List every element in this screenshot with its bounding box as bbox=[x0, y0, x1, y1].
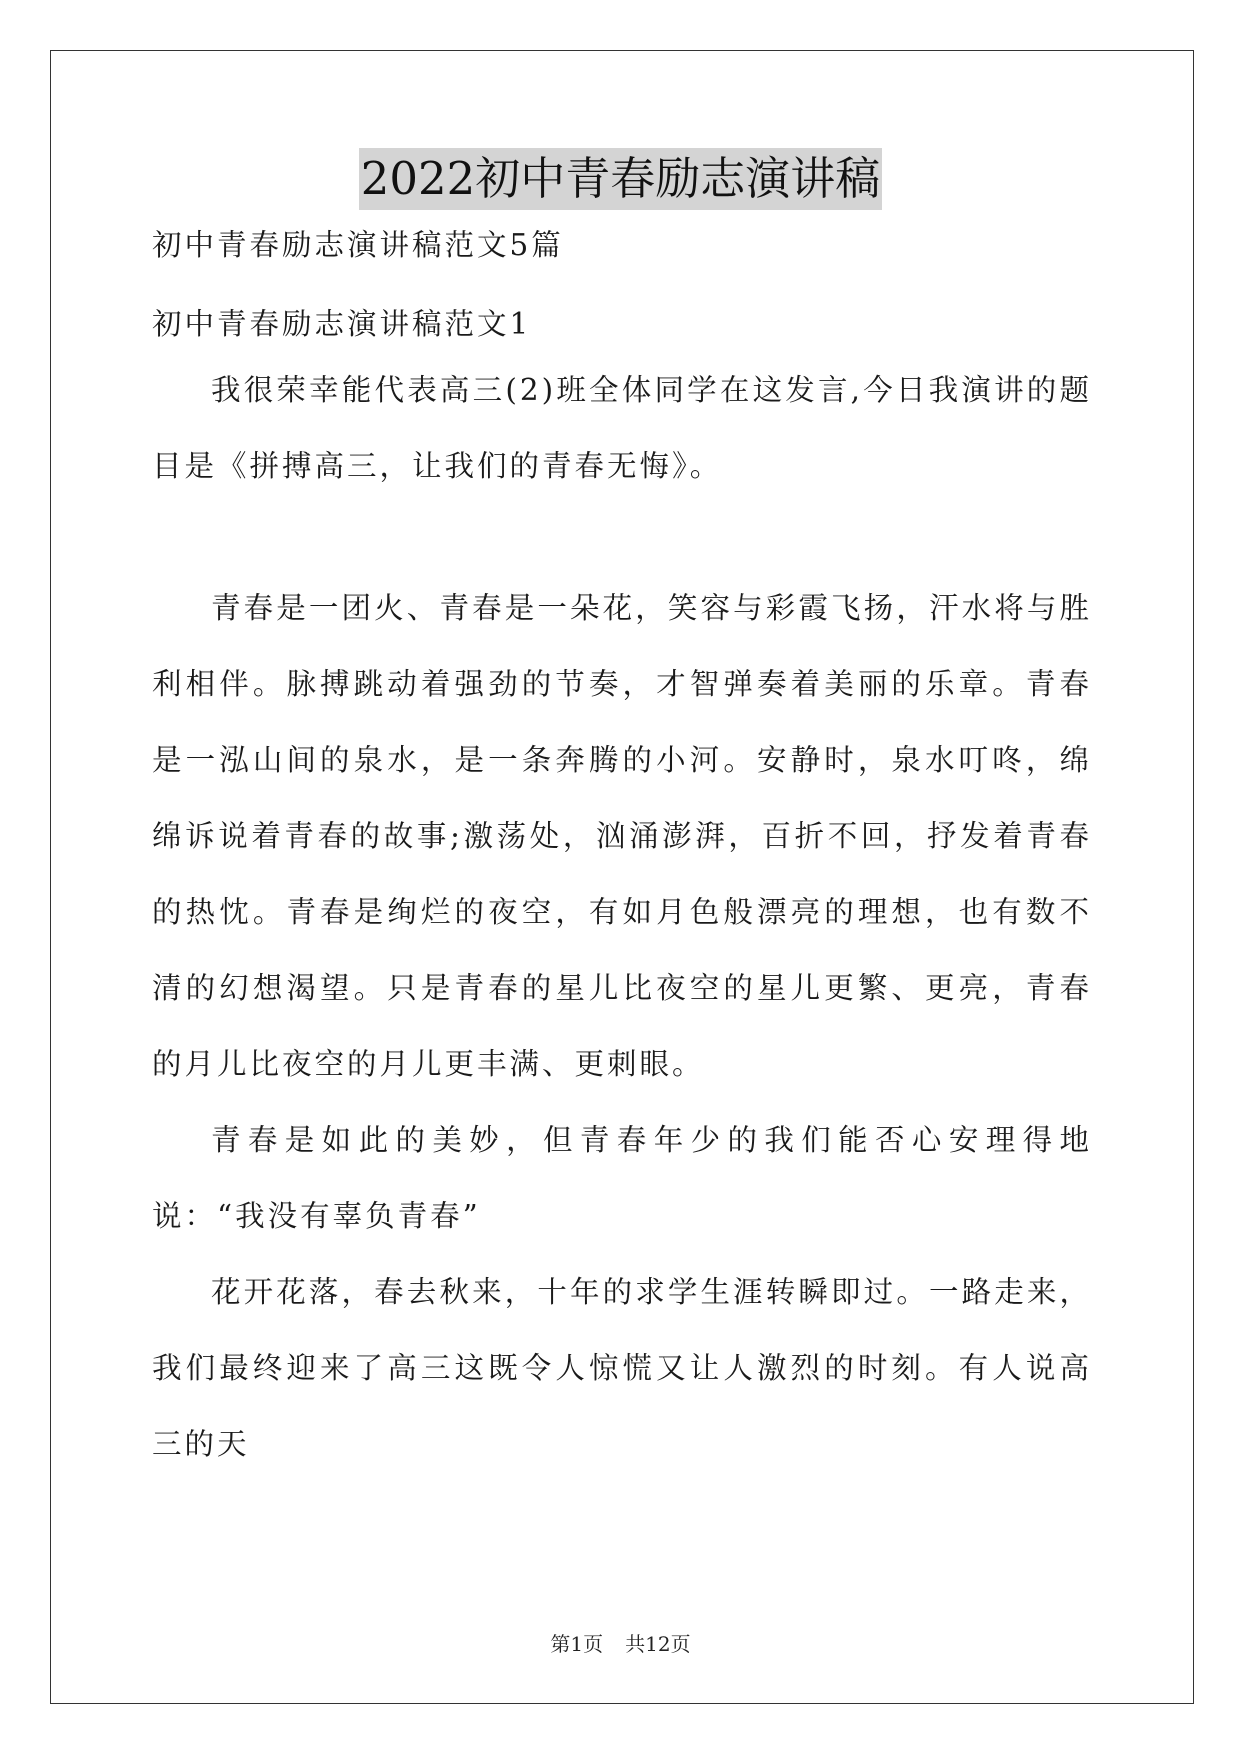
paragraph-youth-question: 青春是如此的美妙，但青春年少的我们能否心安理得地说：“我没有辜负青春” bbox=[152, 1123, 1092, 1233]
paragraph-youth-description: 青春是一团火、青春是一朵花，笑容与彩霞飞扬，汗水将与胜利相伴。脉搏跳动着强劲的节奏，才智弹奏着美丽的乐章。青春是一泓山间的泉水，是一条奔腾的小河。安静时，泉水叮咚，绵绵诉说着青春的故事;激荡处，汹涌澎湃，百折不回，抒发着青春的热忱。青春是绚烂的夜空，有如月色般漂亮的理想，也有数不清的幻想渴望。只是青春的星儿比夜空的星儿更繁、更亮，青春的月儿比夜空的月儿更丰满、更刺眼。 bbox=[152, 591, 1092, 1081]
title-container bbox=[0, 148, 1241, 210]
document-body bbox=[152, 230, 1092, 1482]
document-subtitle: 初中青春励志演讲稿范文5篇 bbox=[152, 228, 564, 262]
page-number: 第1页 bbox=[550, 1632, 604, 1656]
document-title: 2022初中青春励志演讲稿 bbox=[359, 148, 883, 210]
paragraph-intro: 我很荣幸能代表高三(2)班全体同学在这发言,今日我演讲的题目是《拼搏高三，让我们的青春无悔》。 bbox=[152, 373, 1092, 483]
page-total: 共12页 bbox=[625, 1632, 691, 1656]
paragraph-senior-year: 花开花落，春去秋来，十年的求学生涯转瞬即过。一路走来，我们最终迎来了高三这既令人惊慌又让人激烈的时刻。有人说高三的天 bbox=[152, 1275, 1092, 1461]
section-heading: 初中青春励志演讲稿范文1 bbox=[152, 307, 532, 341]
page-footer bbox=[0, 1628, 1241, 1657]
